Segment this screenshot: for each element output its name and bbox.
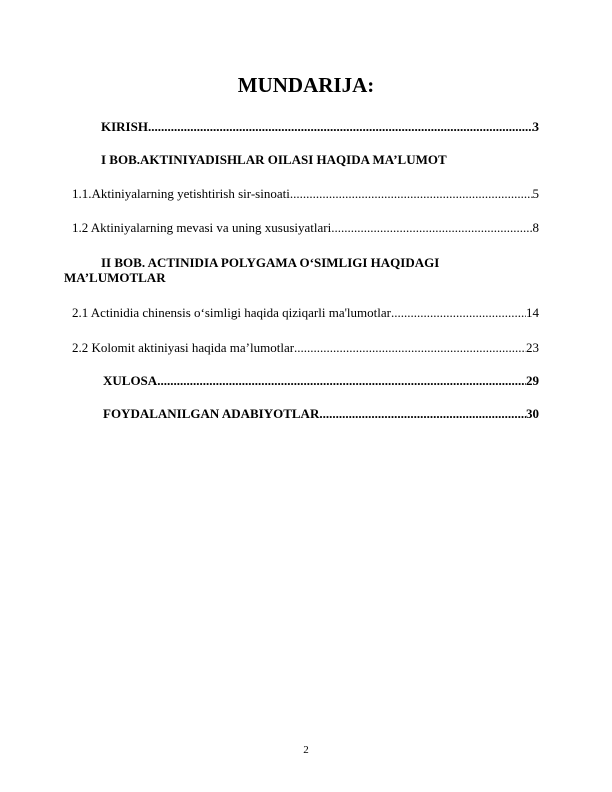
chapter-2-heading-line1: II BOB. ACTINIDIA POLYGAMA O‘SIMLIGI HAQIDAGI	[101, 255, 440, 270]
toc-entry-label: FOYDALANILGAN ADABIYOTLAR	[103, 406, 320, 421]
toc-entry-page: 29	[526, 373, 539, 388]
dot-leader	[319, 406, 526, 422]
dot-leader	[294, 340, 526, 356]
toc-entry-2-1	[72, 305, 539, 321]
toc-entry-label: 1.2 Aktiniyalarning mevasi va uning xususiyatlari	[72, 220, 332, 235]
dot-leader	[148, 119, 533, 135]
chapter-2-heading-line2: MA’LUMOTLAR	[64, 270, 166, 285]
dot-leader	[290, 186, 533, 202]
toc-entry-label: 2.1 Actinidia chinensis o‘simligi haqida qiziqarli ma'lumotlar	[72, 305, 391, 320]
toc-entry-page: 30	[526, 406, 539, 421]
toc-entry-2-2	[72, 340, 539, 356]
toc-entry-label: 1.1.Aktiniyalarning yetishtirish sir-sinoati	[72, 186, 290, 201]
toc-entry-xulosa	[103, 373, 539, 389]
toc-title: MUNDARIJA:	[237, 73, 375, 97]
toc-entry-label: 2.2 Kolomit aktiniyasi haqida ma’lumotlar	[72, 340, 295, 355]
page-number: 2	[303, 744, 309, 756]
toc-entry-page: 3	[532, 119, 539, 134]
dot-leader	[391, 305, 526, 321]
toc-entry-page: 23	[526, 340, 539, 355]
toc-entry-label: XULOSA	[103, 373, 158, 388]
chapter-1-heading: I BOB.AKTINIYADISHLAR OILASI HAQIDA MA’LUMOT	[101, 152, 447, 167]
toc-entry-page: 5	[532, 186, 539, 201]
toc-entry-1-2	[72, 220, 539, 236]
toc-entry-page: 8	[532, 220, 539, 235]
dot-leader	[157, 373, 526, 389]
toc-entry-label: KIRISH	[101, 119, 148, 134]
toc-entry-1-1	[72, 186, 539, 202]
toc-entry-adabiyotlar	[103, 406, 539, 422]
dot-leader	[331, 220, 532, 236]
toc-entry-page: 14	[526, 305, 539, 320]
toc-entry-kirish	[101, 119, 539, 135]
